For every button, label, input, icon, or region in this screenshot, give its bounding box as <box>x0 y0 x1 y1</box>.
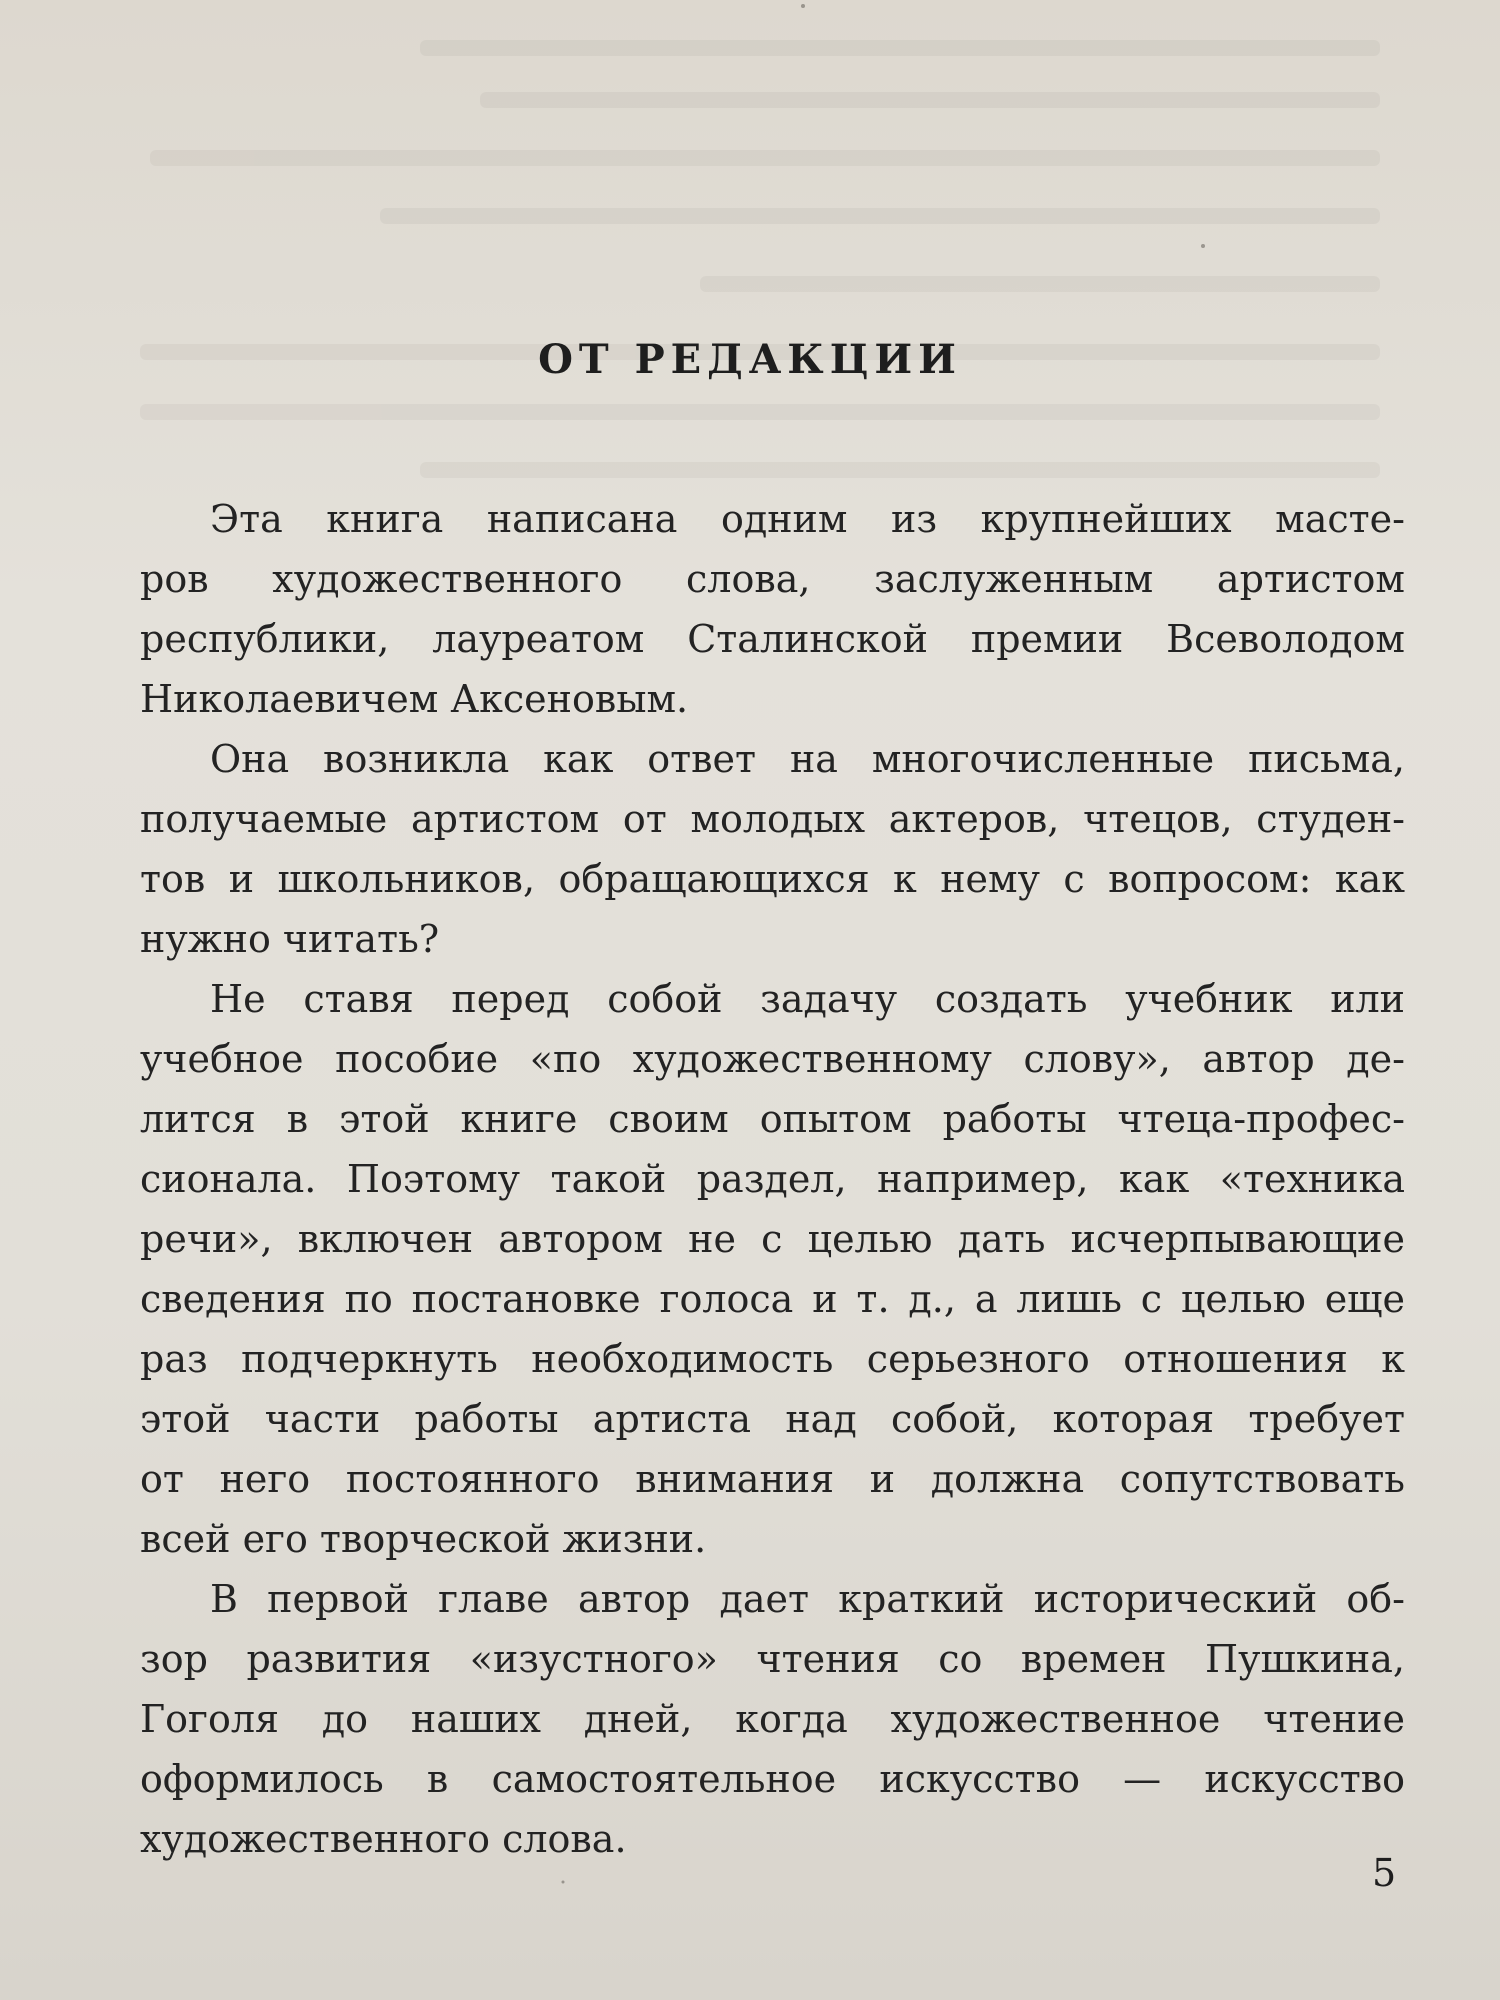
text-line: нужно читать? <box>140 917 440 961</box>
text-line: Не ставя перед собой задачу создать учебник или <box>210 977 1405 1021</box>
text-line: тов и школьников, обращающихся к нему с вопросом: как <box>140 857 1405 901</box>
page-number: 5 <box>1372 1851 1397 1895</box>
ghost-line <box>140 404 1380 420</box>
text-line: зор развития «изустного» чтения со времен Пушкина, <box>140 1637 1405 1681</box>
text-line: Эта книга написана одним из крупнейших масте- <box>210 497 1405 541</box>
text-line: учебное пособие «по художественному слову», автор де- <box>140 1037 1405 1081</box>
text-line: В первой главе автор дает краткий исторический об- <box>210 1577 1405 1621</box>
ghost-line <box>420 40 1380 56</box>
ghost-line <box>700 276 1380 292</box>
text-line: получаемые артистом от молодых актеров, чтецов, студен- <box>140 797 1405 841</box>
ghost-line <box>420 462 1380 478</box>
ghost-line <box>480 92 1380 108</box>
text-line: оформилось в самостоятельное искусство — искусство <box>140 1757 1405 1801</box>
paper-speck <box>562 1881 565 1884</box>
text-line: Она возникла как ответ на многочисленные письма, <box>210 737 1405 781</box>
ghost-line <box>380 208 1380 224</box>
text-line: от него постоянного внимания и должна сопутствовать <box>140 1457 1405 1501</box>
paper-speck <box>1201 244 1205 248</box>
text-line: этой части работы артиста над собой, которая требует <box>140 1397 1405 1441</box>
text-line: раз подчеркнуть необходимость серьезного отношения к <box>140 1337 1405 1381</box>
text-line: художественного слова. <box>140 1817 627 1861</box>
text-line: сионала. Поэтому такой раздел, например, как «техника <box>140 1157 1405 1201</box>
paper-speck <box>801 4 805 8</box>
ghost-line <box>150 150 1380 166</box>
text-line: сведения по постановке голоса и т. д., а лишь с целью еще <box>140 1277 1405 1321</box>
section-heading: ОТ РЕДАКЦИИ <box>538 336 962 383</box>
text-line: республики, лауреатом Сталинской премии Всеволодом <box>140 617 1405 661</box>
text-line: Гоголя до наших дней, когда художественное чтение <box>140 1697 1405 1741</box>
text-line: лится в этой книге своим опытом работы чтеца-профес- <box>140 1097 1405 1141</box>
text-line: Николаевичем Аксеновым. <box>140 677 689 721</box>
text-line: ров художественного слова, заслуженным артистом <box>140 557 1405 601</box>
text-line: речи», включен автором не с целью дать исчерпывающие <box>140 1217 1405 1261</box>
text-line: всей его творческой жизни. <box>140 1517 707 1561</box>
